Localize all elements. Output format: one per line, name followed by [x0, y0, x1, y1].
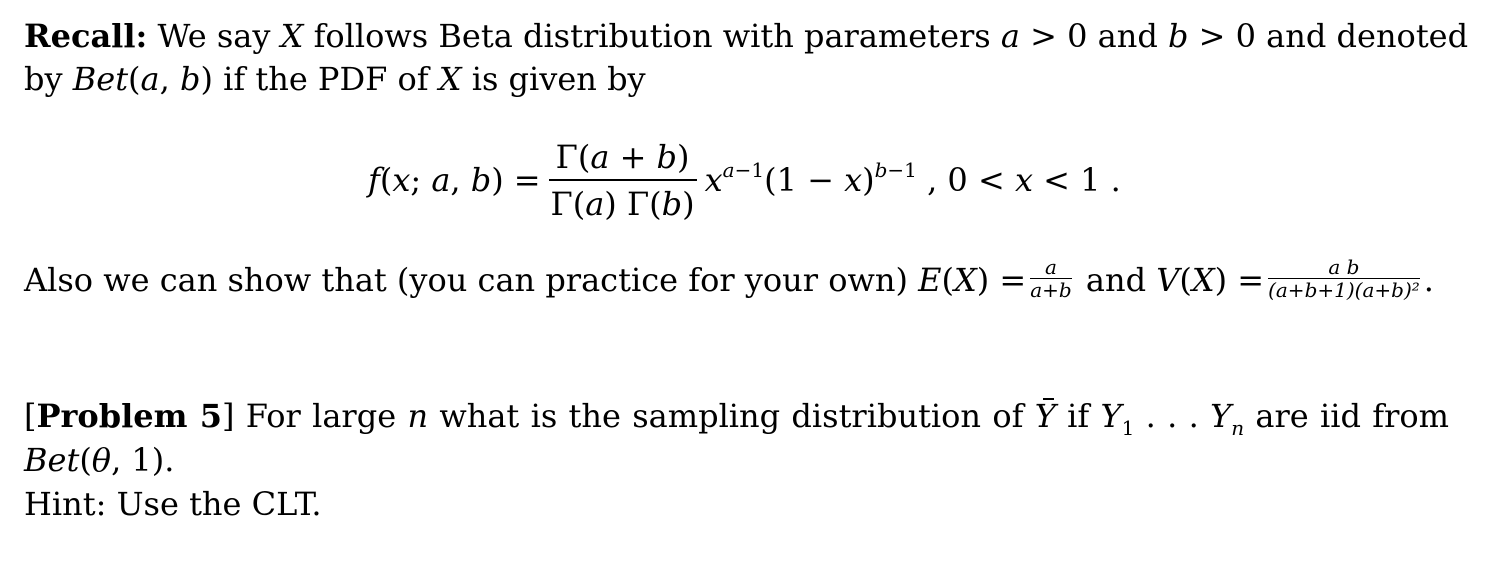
- recall-line-1: Recall: We say X follows Beta distribution with parameters a > 0 and b > 0 and denoted: [24, 17, 1469, 55]
- variance-fraction: $\frac{\text{a b}}{\text{(a+b+1)(a+b)²}}$: [1268, 255, 1420, 302]
- problem-label: [Problem 5]: [24, 397, 235, 435]
- formula-rhs: $x^{a-1}(1 - x)^{b-1}$ , 0 < x < 1 .: [704, 158, 1121, 199]
- variance-expression: V(X) =: [1156, 261, 1265, 299]
- mean-fraction: $\frac{a}{a+b}$: [1030, 255, 1072, 302]
- formula-denominator: Γ(a) Γ(b): [550, 184, 695, 223]
- formula-fraction: [549, 137, 697, 224]
- formula-lhs: f(x; a, b): [368, 161, 504, 199]
- mean-expression: E(X) =: [918, 261, 1027, 299]
- recall-line-2: by Bet(a, b) if the PDF of X is given by: [24, 60, 646, 98]
- recall-label: Recall:: [24, 17, 148, 55]
- problem-line-2: Bet(θ, 1).: [24, 441, 175, 479]
- hint-line: Hint: Use the CLT.: [24, 485, 322, 523]
- moments-connector: and: [1085, 261, 1147, 299]
- beta-pdf-formula: f(x; a, b) = $\frac{\Gamma(a + b)}{\Gamma(a) \Gamma(b)}$ $x^{a-1}(1 - x)^{b-1}$ , 0 < x < 1 .: [368, 137, 1121, 223]
- moments-intro: Also we can show that (you can practice for your own): [24, 261, 908, 299]
- problem-line-1: [Problem 5] For large n what is the sampling distribution of Y if $Y_1$ . . . $Y_n$ are iid from: [24, 397, 1450, 440]
- document-page: [24, 0, 1469, 573]
- moments-line: Also we can show that (you can practice for your own) E(X) = $\frac{a}{a+b}$ and V(X) = $\frac{\text{a b}}{\text{(a+b+1)(a+b)²}}$ .: [24, 255, 1434, 302]
- formula-numerator: Γ(a + b): [555, 137, 690, 176]
